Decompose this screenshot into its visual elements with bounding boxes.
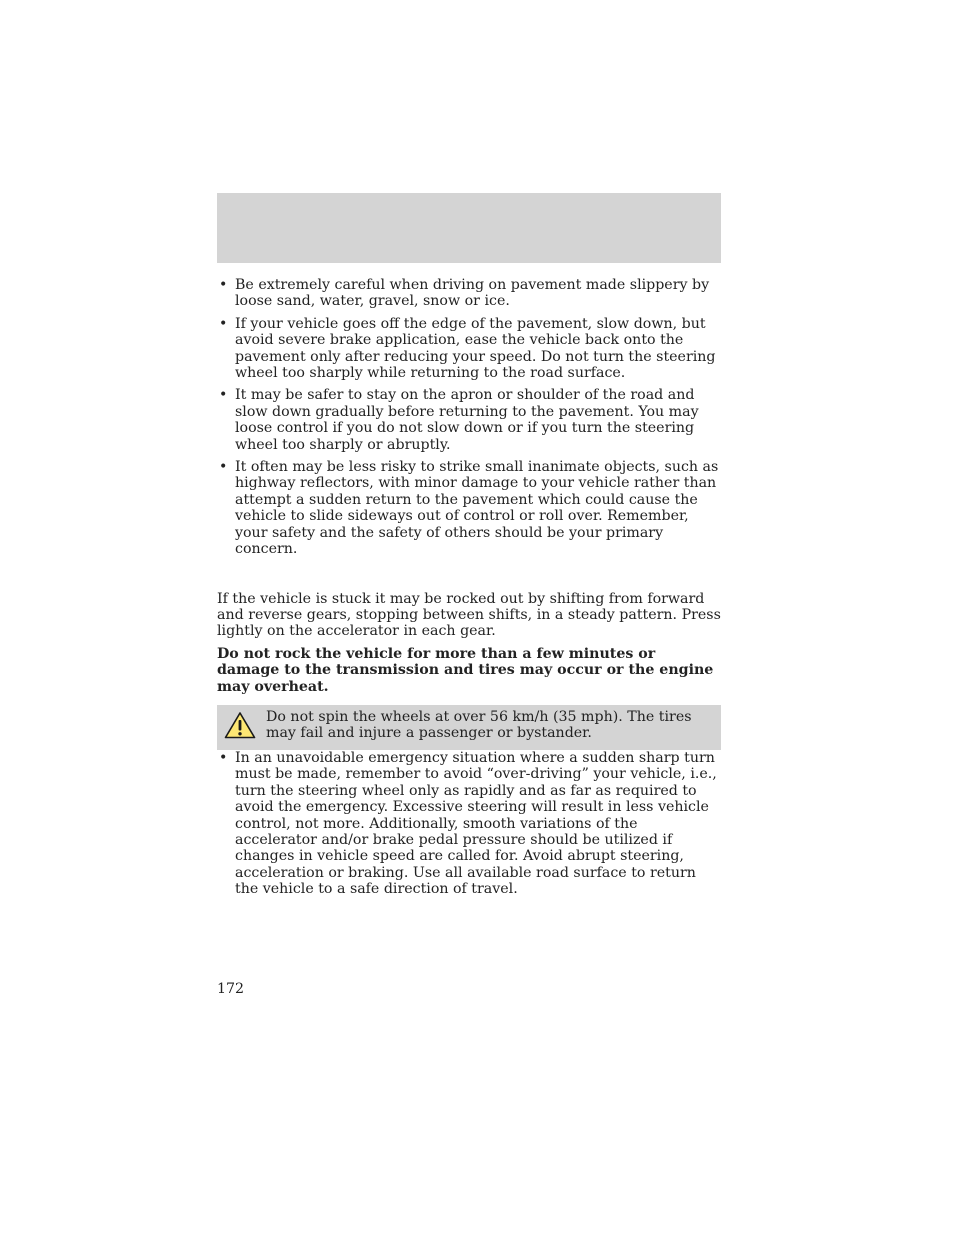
- rocking-caution: Do not rock the vehicle for more than a few minutes or damage to the transmission and tires may occur or the engine may overheat.: [217, 645, 714, 695]
- warning-text: Do not spin the wheels at over 56 km/h (35 mph). The tires may fail and injure a passenger or bystander.: [266, 708, 692, 742]
- page-content: [217, 277, 721, 904]
- bullet-list-slippery: [217, 277, 721, 310]
- list-item: [217, 277, 721, 310]
- bullet-text: It may be safer to stay on the apron or shoulder of the road and slow down gradually before returning to the pavement. You may loose control if you do not slow down or if you turn the steering wheel too sharply or abruptly.: [235, 387, 699, 453]
- bullet-list-pavement-edge: [217, 316, 721, 558]
- warning-triangle-icon: [224, 711, 256, 739]
- list-item: [217, 750, 721, 898]
- bullet-glyph: •: [219, 749, 228, 766]
- bullet-text: In an unavoidable emergency situation where a sudden sharp turn must be made, remember to avoid “over-driving” your vehicle, i.e., turn the steering wheel only as rapidly and as far as required to avoid the emergency. Excessive steering will result in less vehicle control, not more. Additionally, smooth variations of the accelerator and/or brake pedal pressure should be utilized if changes in vehicle speed are called for. Avoid abrupt steering, acceleration or braking. Use all available road surface to return the vehicle to a safe direction of travel.: [235, 749, 717, 898]
- bullet-text: It often may be less risky to strike small inanimate objects, such as highway reflectors, with minor damage to your vehicle rather than attempt a sudden return to the pavement which could cause the vehicle to slide sideways out of control or roll over. Remember, your safety and the safety of others should be your primary concern.: [235, 459, 719, 558]
- bullet-text: If your vehicle goes off the edge of the pavement, slow down, but avoid severe brake application, ease the vehicle back onto the pavement only after reducing your speed. Do not turn the steering wheel too sharply while returning to the road surface.: [235, 315, 716, 382]
- list-item: [217, 459, 721, 557]
- rocking-paragraph: If the vehicle is stuck it may be rocked out by shifting from forward and reverse gears, stopping between shifts, in a steady pattern. Press lightly on the accelerator in each gear.: [217, 590, 721, 640]
- bullet-list-emergency: [217, 750, 721, 898]
- bullet-text: Be extremely careful when driving on pavement made slippery by loose sand, water, gravel, snow or ice.: [235, 277, 710, 310]
- warning-box: [217, 705, 721, 750]
- bullet-glyph: •: [219, 387, 228, 404]
- list-item: [217, 387, 721, 453]
- header-band: [217, 193, 721, 263]
- bullet-glyph: •: [219, 277, 228, 293]
- page-number: 172: [217, 981, 245, 997]
- bullet-glyph: •: [219, 315, 228, 332]
- list-item: [217, 316, 721, 382]
- bullet-glyph: •: [219, 459, 228, 476]
